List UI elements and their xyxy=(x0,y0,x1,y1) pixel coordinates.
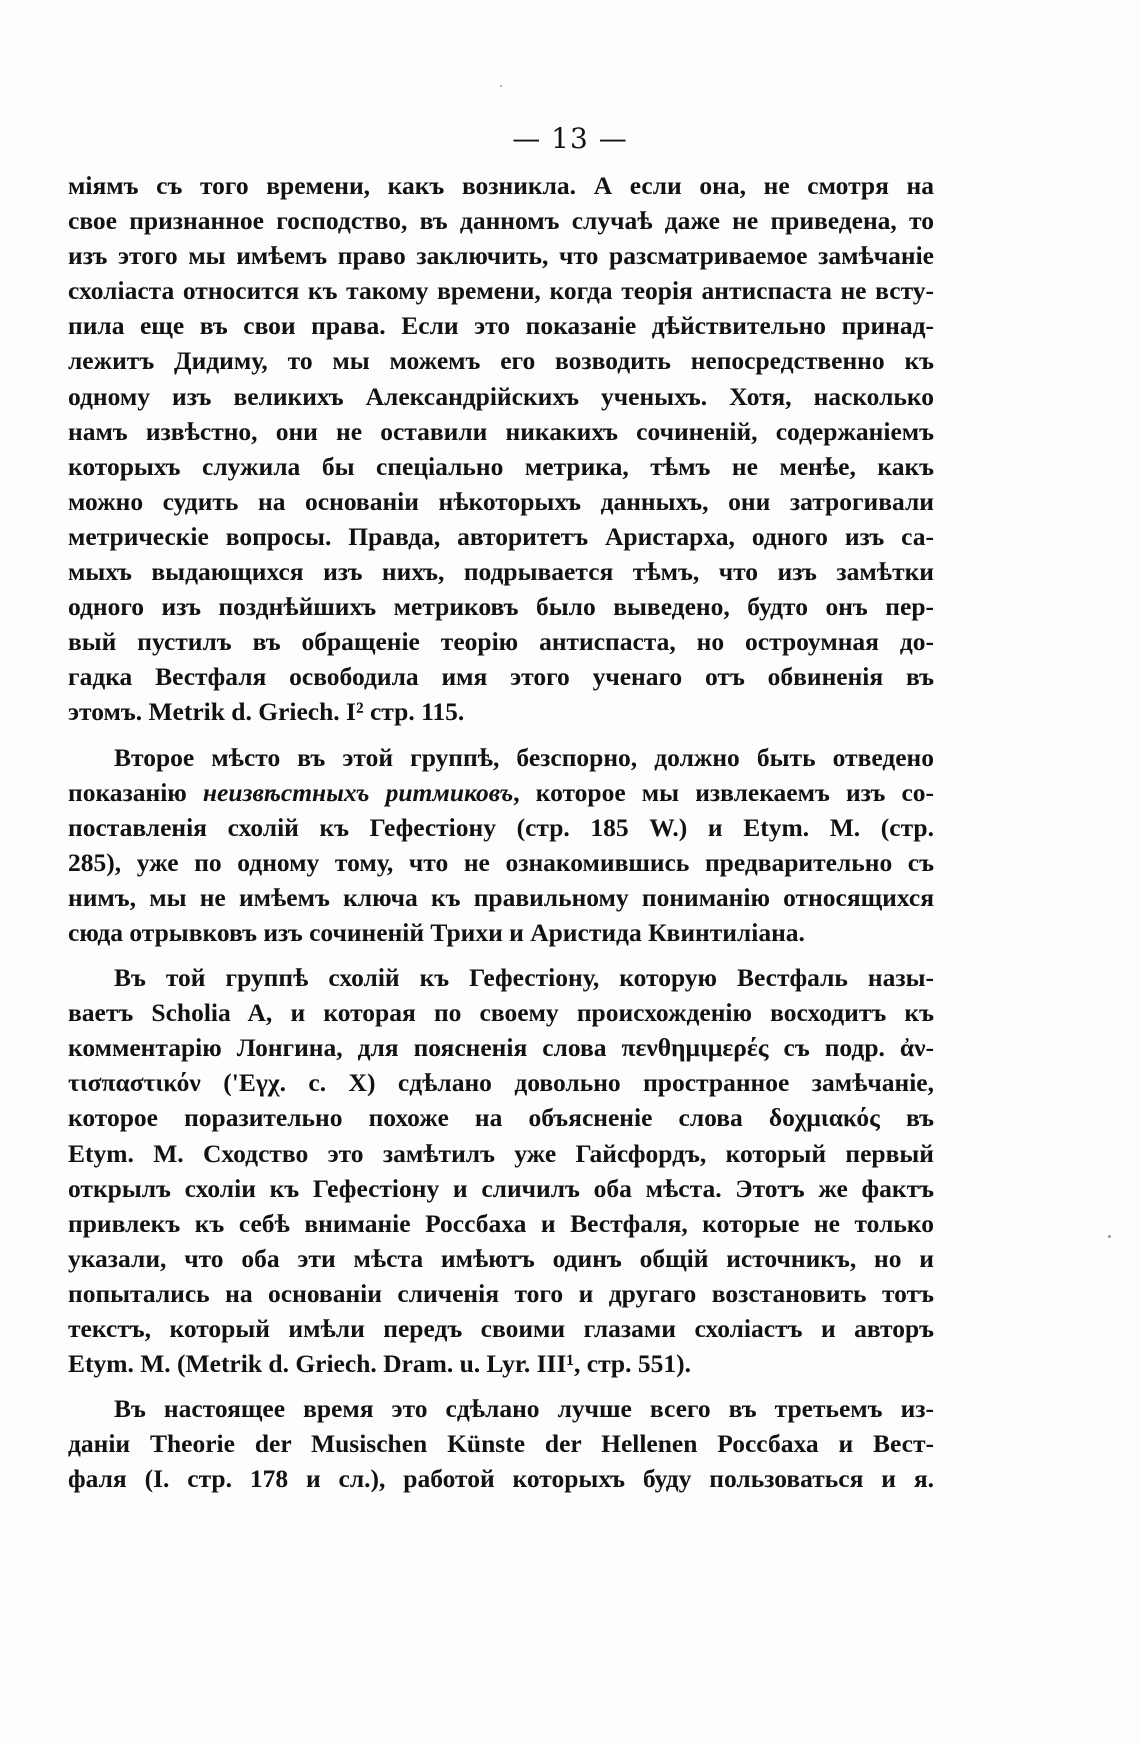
text-line: указали, что оба эти мѣста имѣютъ одинъ общій источникъ, но и xyxy=(68,1243,934,1273)
text-line: гадка Вестфаля освободила имя этого ученаго отъ обвиненія въ xyxy=(68,662,934,692)
text-line: которое поразительно похоже на объясненіе слова δοχμιακός въ xyxy=(68,1103,934,1133)
text-span: показанію xyxy=(68,777,203,807)
text-line: поставленія схолій къ Гефестіону (стр. 185 W.) и Etym. M. (стр. xyxy=(68,812,934,842)
text-line: лежитъ Дидиму, то мы можемъ его возводить непосредственно къ xyxy=(68,346,934,376)
text-line: Etym. M. (Metrik d. Griech. Dram. u. Lyr. III¹, стр. 551). xyxy=(68,1349,691,1379)
text-line: попытались на основаніи сличенія того и другаго возстановить тотъ xyxy=(68,1278,934,1308)
text-line: текстъ, который имѣли передъ своими глазами схоліастъ и авторъ xyxy=(68,1314,934,1343)
text-line: метрическіе вопросы. Правда, авторитетъ Аристарха, одного изъ са- xyxy=(68,521,934,551)
text-line: Etym. M. Сходство это замѣтилъ уже Гайсфордъ, который первый xyxy=(68,1138,934,1168)
text-line: τισπαστικόν ('Εγχ. c. X) сдѣлано довольно пространное замѣчаніе, xyxy=(68,1068,934,1098)
text-line: открылъ схоліи къ Гефестіону и сличилъ оба мѣста. Этотъ же фактъ xyxy=(68,1173,934,1203)
text-line: даніи Theorie der Musischen Künste der Hellenen Россбаха и Вест- xyxy=(68,1429,934,1459)
scan-speck xyxy=(1108,1235,1111,1238)
page-number: — 13 — xyxy=(512,122,628,155)
scan-speck xyxy=(500,85,502,87)
text-line xyxy=(68,775,934,810)
text-span: , которое мы извлекаемъ изъ со- xyxy=(513,777,935,807)
italic-term: неизвѣстныхъ ритмиковъ xyxy=(202,777,514,807)
text-line: намъ извѣстно, они не оставили никакихъ сочиненій, содержаніемъ xyxy=(68,416,934,446)
text-line: вый пустилъ въ обращеніе теорію антиспаста, но остроумная до- xyxy=(68,627,934,657)
text-line: схоліаста относится къ такому времени, когда теорія антиспаста не всту- xyxy=(68,276,934,306)
text-line: нимъ, мы не имѣемъ ключа къ правильному пониманію относящихся xyxy=(68,882,934,912)
text-line: одному изъ великихъ Александрійскихъ ученыхъ. Хотя, насколько xyxy=(68,381,934,411)
text-line: комментарію Лонгина, для поясненія слова πενθημιμερές съ подр. ἀν- xyxy=(68,1033,934,1063)
text-line: можно судить на основаніи нѣкоторыхъ данныхъ, они затрогивали xyxy=(68,486,934,516)
text-line: мыхъ выдающихся изъ нихъ, подрывается тѣмъ, что изъ замѣтки xyxy=(68,557,934,587)
text-line: Въ настоящее время это сдѣлано лучше всего въ третьемъ из- xyxy=(114,1394,934,1424)
text-line: изъ этого мы имѣемъ право заключить, что разсматриваемое замѣчаніе xyxy=(68,241,934,271)
text-line: ваетъ Scholia A, и которая по своему происхожденію восходитъ къ xyxy=(68,998,934,1028)
text-line: пила еще въ свои права. Если это показаніе дѣйствительно принад- xyxy=(68,311,934,341)
paragraph-1 xyxy=(68,168,934,730)
text-line: привлекъ къ себѣ вниманіе Россбаха и Вестфаля, которые не только xyxy=(68,1208,934,1238)
body-text xyxy=(68,168,934,1496)
text-line: Въ той группѣ схолій къ Гефестіону, которую Вестфаль назы- xyxy=(114,963,934,993)
text-line: которыхъ служила бы спеціально метрика, тѣмъ не менѣе, какъ xyxy=(68,451,934,481)
text-line: 285), уже по одному тому, что не ознакомившись предварительно съ xyxy=(68,847,934,877)
text-line: сюда отрывковъ изъ сочиненій Трихи и Аристида Квинтиліана. xyxy=(68,917,805,947)
paragraph-4 xyxy=(68,1391,934,1496)
paragraph-2 xyxy=(68,740,934,951)
text-line: этомъ. Metrik d. Griech. I² стр. 115. xyxy=(68,697,465,727)
paragraph-3 xyxy=(68,960,934,1381)
text-line: Второе мѣсто въ этой группѣ, безспорно, должно быть отведено xyxy=(114,742,934,772)
text-line: одного изъ позднѣйшихъ метриковъ было выведено, будто онъ пер- xyxy=(68,592,934,622)
text-line: свое признанное господство, въ данномъ случаѣ даже не приведена, то xyxy=(68,206,934,236)
text-line: фаля (I. стр. 178 и сл.), работой которыхъ буду пользоваться и я. xyxy=(68,1464,934,1494)
text-line: міямъ съ того времени, какъ возникла. А если она, не смотря на xyxy=(68,171,934,200)
